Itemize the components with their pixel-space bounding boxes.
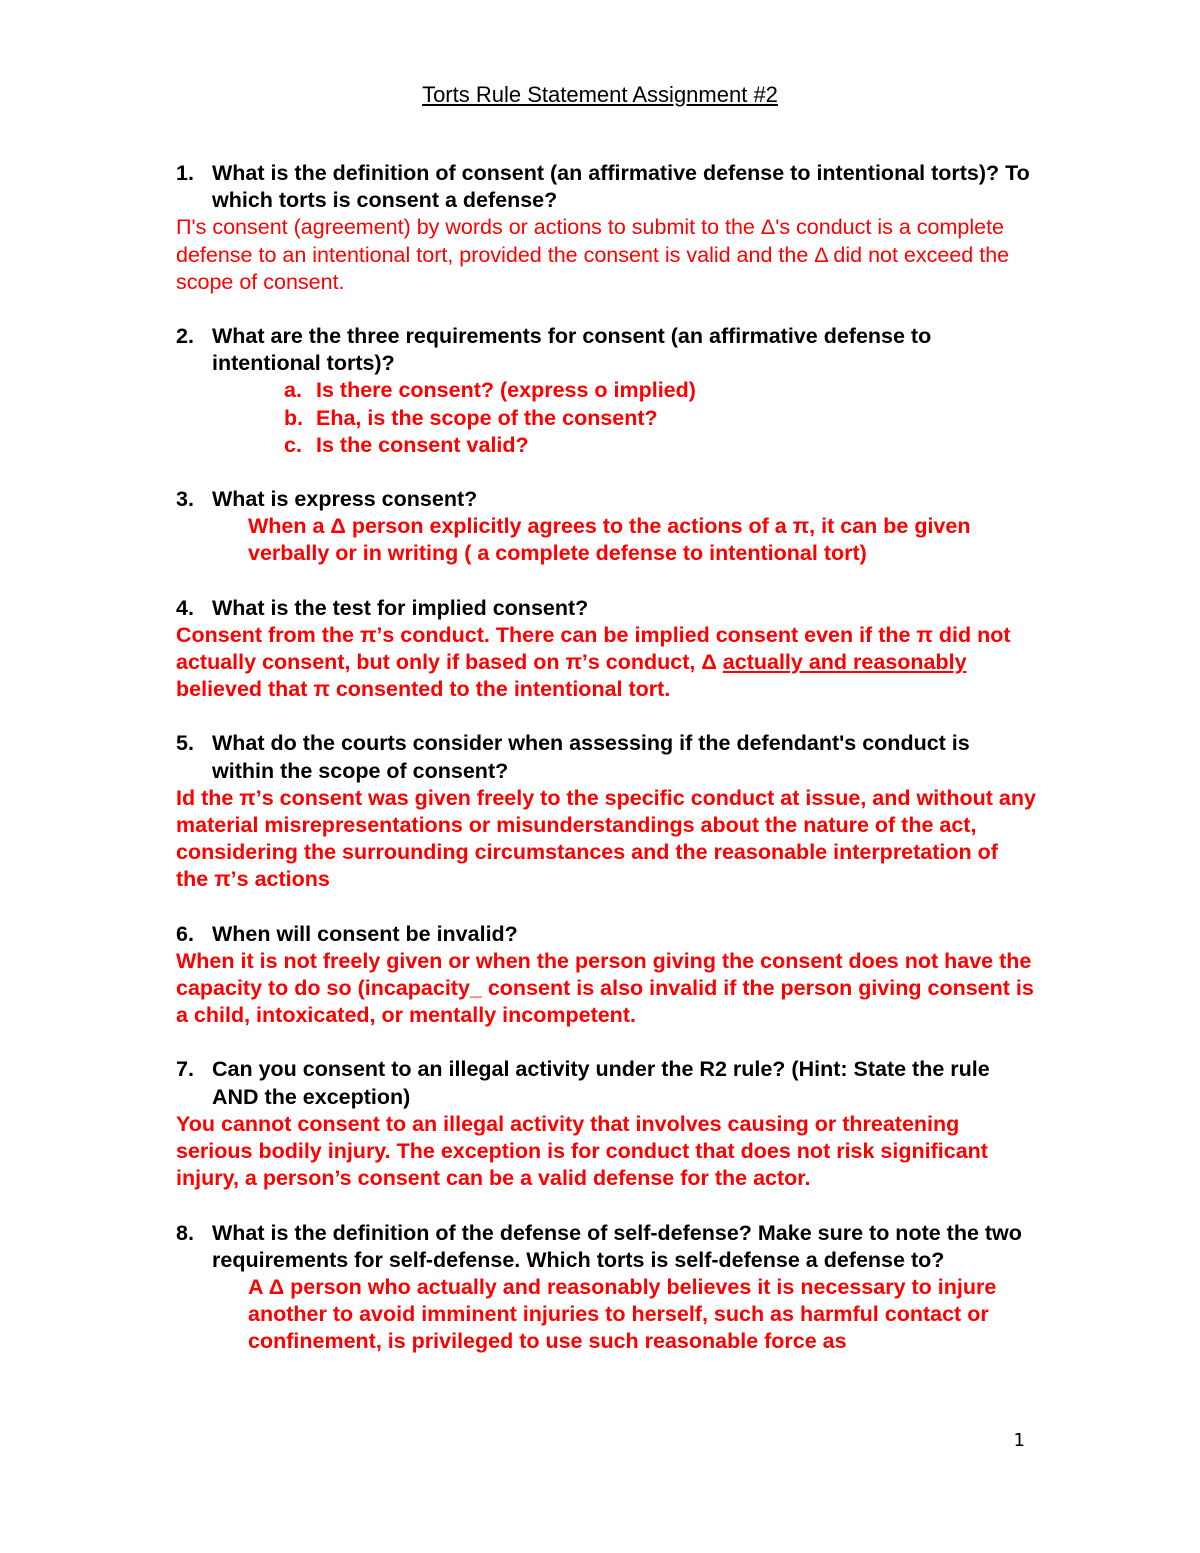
answer-1: Π's consent (agreement) by words or actions to submit to the Δ's conduct is a complete defense to an intentional tort, provided the consent is valid and the Δ did not exceed the scope of consent. [176,215,1010,294]
sub-item-label: a. [284,378,302,403]
question-text: What are the three requirements for consent (an affirmative defense to intentional torts)? [212,324,932,376]
sub-item-text: Is there consent? (express o implied) [316,378,696,403]
question-number: 2. [176,324,194,349]
sub-item-b [176,405,1036,432]
question-number: 7. [176,1057,194,1082]
sub-item-a [176,377,1036,404]
sub-item-label: c. [284,432,302,457]
question-number: 6. [176,921,194,946]
page-number: 1 [1013,1430,1025,1451]
question-text: Can you consent to an illegal activity under the R2 rule? (Hint: State the rule AND the exception) [212,1057,990,1109]
question-text: What is the definition of the defense of self-defense? Make sure to note the two requirements for self-defense. Which torts is self-defense a defense to? [212,1220,1022,1272]
question-5 [176,730,1036,784]
answer-3: When a Δ person explicitly agrees to the actions of a π, it can be given verbally or in writing ( a complete defense to intentional tort) [248,514,971,566]
question-text: What is the definition of consent (an affirmative defense to intentional torts)? To which torts is consent a defense? [212,161,1030,213]
sub-item-text: Is the consent valid? [316,432,529,457]
question-number: 1. [176,161,194,185]
question-text: What do the courts consider when assessing if the defendant's conduct is within the scope of consent? [212,731,970,783]
question-2 [176,323,1036,377]
question-text: What is the test for implied consent? [212,595,589,620]
answer-underlined-text: actually and reasonably [722,650,967,675]
answer-7: You cannot consent to an illegal activity that involves causing or threatening serious bodily injury. The exception is for conduct that does not risk significant injury, a person’s consent can be a valid defense for the actor. [176,1111,988,1191]
document-body [176,160,1036,1356]
question-7 [176,1056,1036,1110]
answer-8: A Δ person who actually and reasonably believes it is necessary to injure another to avoid imminent injuries to herself, such as harmful contact or confinement, is privileged to use such reasonable force as [248,1274,997,1354]
document-title: Torts Rule Statement Assignment #2 [422,82,778,107]
question-4 [176,595,1036,622]
answer-5: Id the π’s consent was given freely to the specific conduct at issue, and without any material misrepresentations or misunderstandings about the nature of the act, considering the surrounding circumstances and the reasonable interpretation of the π’s actions [176,785,1036,892]
question-number: 3. [176,487,194,512]
question-text: What is express consent? [212,487,478,512]
sub-item-c [176,432,1036,459]
question-number: 5. [176,731,194,756]
question-8 [176,1220,1036,1274]
question-6 [176,921,1036,948]
answer-text: Consent from the π’s conduct. There can be implied consent even if the π did not actually consent, but only if based on π’s conduct, Δ [176,622,1011,675]
sub-item-label: b. [284,405,304,430]
question-number: 4. [176,595,194,620]
question-3 [176,486,1036,513]
question-number: 8. [176,1220,194,1245]
answer-text: believed that π consented to the intentional tort. [176,677,671,702]
question-text: When will consent be invalid? [212,921,518,946]
question-1 [176,160,1036,214]
answer-6: When it is not freely given or when the person giving the consent does not have the capacity to do so (incapacity_ consent is also invalid if the person giving consent is a child, intoxicated, or mentally incompetent. [176,948,1034,1028]
answer-4 [176,622,1036,704]
sub-item-text: Eha, is the scope of the consent? [316,405,658,430]
